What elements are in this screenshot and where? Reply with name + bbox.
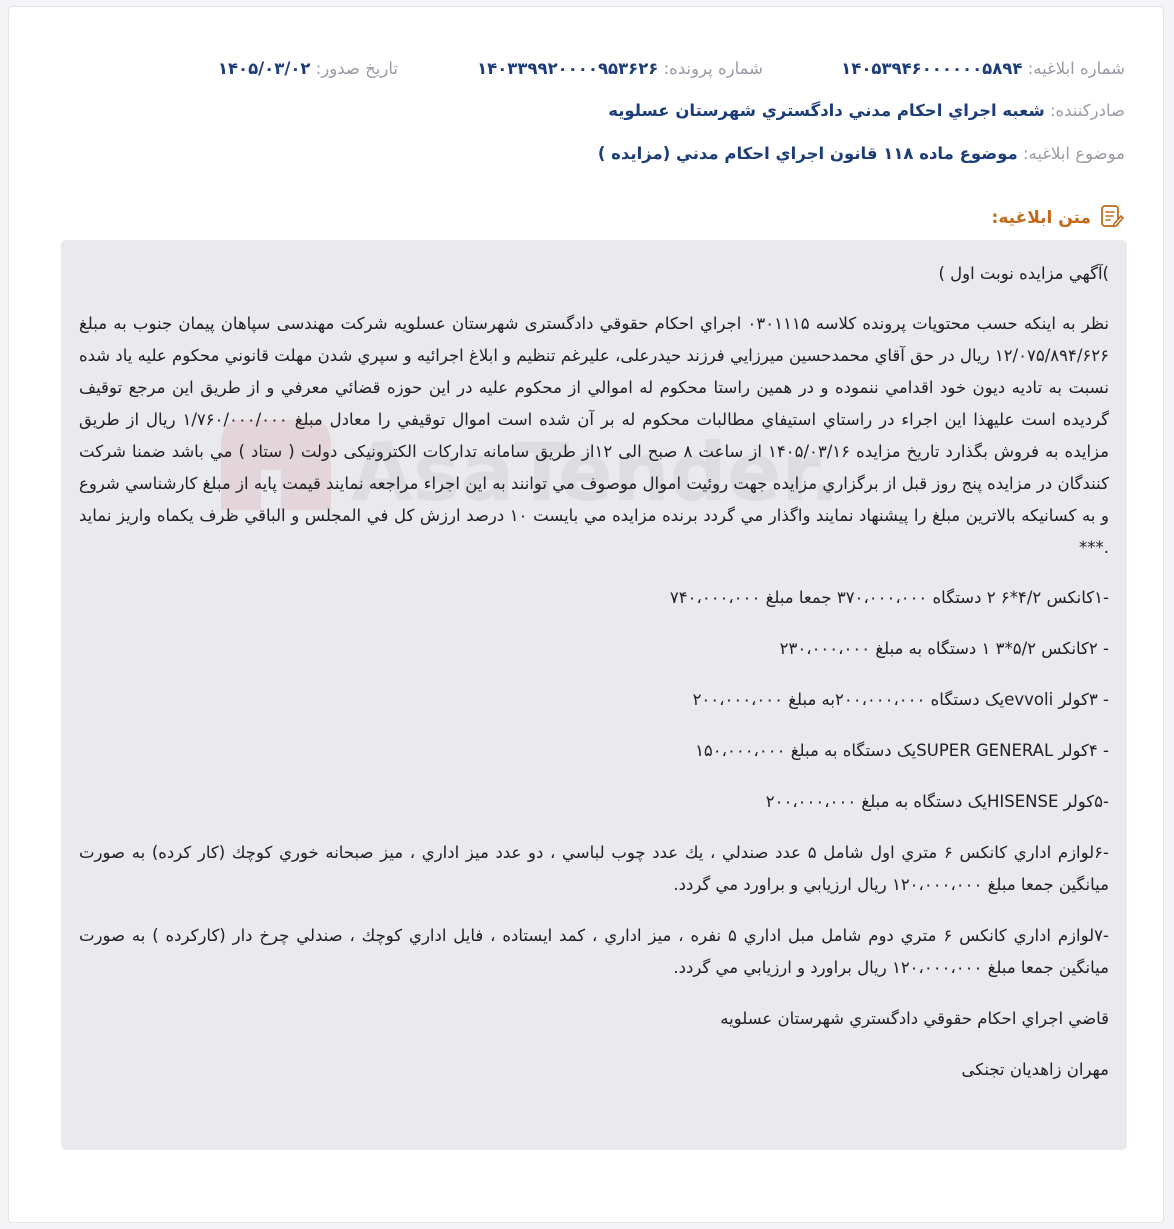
notice-main-paragraph: نظر به اينکه حسب محتويات پرونده کلاسه ۰۳۰۱۱۱۵ اجراي احکام حقوقي دادگستری شهرستان عسلویه شرکت مهندسی سپاهان پیمان جنوب به مبلغ ۱۲/۰۷۵/۸۹۴/۶۲۶ ریال در حق آقاي محمدحسين ميرزايي فرزند حيدرعلی، علیرغم تنظیم و ابلاغ اجرائیه و سپري شدن مهلت قانوني محکوم عليه ياد شده نسبت به تاديه ديون خود اقدامي ننموده و در همين راستا محکوم له اموالي از محکوم عليه در اين حوزه قضائي معرفي و از طريق اين مرجع توقيف گرديده است عليهذا اين اجراء در راستاي استيفاي مطالبات محکوم له بر آن شده است اموال توقيفي را معادل مبلغ ۱/۷۶۰/۰۰۰/۰۰۰ ريال از طريق مزايده به فروش بگذارد تاريخ مزايده ۱۴۰۵/۰۳/۱۶ از ساعت ۸ صبح الی ۱۲از طریق سامانه تدارکات الکترونیکی دولت ( ستاد ) مي باشد ضمنا شرکت کنندگان در مزايده پنج روز قبل از برگزاري مزايده جهت روئيت اموال موصوف مي توانند به اين اجراء مراجعه نمايند قيمت پايه از مبلغ کارشناسي شروع و به کسانيکه بالاترين مبلغ را پيشنهاد نمايند واگذار مي گردد برنده مزايده مي بايست ۱۰ درصد ارزش کل في المجلس و الباقي ظرف يکماه واريز نمايد .*** — [79, 314, 1110, 557]
case-number-value: ۱۴۰۳۳۹۹۲۰۰۰۰۹۵۳۶۲۶ — [477, 59, 659, 78]
meta-row-subject — [47, 144, 1125, 172]
notice-number-field — [841, 59, 1125, 78]
meta-row-numbers — [47, 59, 1125, 87]
signature-title: قاضي اجراي احکام حقوقي دادگستري شهرستان عسلويه — [720, 1009, 1109, 1028]
issue-date-value: ۱۴۰۵/۰۳/۰۲ — [217, 59, 311, 78]
list-item: -۷لوازم اداري كانكس ۶ متري دوم شامل مبل اداري ۵ نفره ، ميز اداري ، كمد ايستاده ، فايل اداري كوچك ، صندلي چرخ دار (كاركرده ) به صورت ميانگين جمعا مبلغ ۱۲۰،۰۰۰،۰۰۰ ريال براورد و ارزيابي مي گردد. — [79, 926, 1109, 977]
list-item: - ۴کولر SUPER GENERALیک دستگاه به مبلغ ۱۵۰،۰۰۰،۰۰۰ — [695, 741, 1109, 760]
list-item: -۶لوازم اداري کانکس ۶ متري اول شامل ۵ عدد صندلي ، يك عدد چوب لباسي ، دو عدد ميز اداري ، ميز صبحانه خوري كوچك (كار كرده) به صورت ميانگين جمعا مبلغ ۱۲۰،۰۰۰،۰۰۰ ريال ارزيابي و براورد مي گردد. — [79, 843, 1110, 894]
list-item: -۵کولر HISENSEیک دستگاه به مبلغ ۲۰۰،۰۰۰،۰۰۰ — [765, 792, 1109, 811]
subject-field — [598, 144, 1125, 163]
watermark-text: AsaTender. — [351, 426, 840, 519]
notice-content — [79, 258, 1109, 1105]
notice-heading: )آگهي مزايده نوبت اول ) — [938, 264, 1109, 283]
document-edit-icon — [1099, 203, 1125, 233]
section-title: متن ابلاغیه: — [991, 208, 1091, 228]
issue-date-label: تاریخ صدور: — [315, 59, 398, 78]
list-item: -۱کانکس ۴/۲*۶ ۲ دستگاه ۳۷۰،۰۰۰،۰۰۰ جمعا مبلغ ۷۴۰،۰۰۰،۰۰۰ — [669, 588, 1109, 607]
case-number-field — [477, 59, 763, 78]
section-heading — [992, 203, 1125, 233]
list-item: - ۲کانکس ۵/۲*۳ ۱ دستگاه به مبلغ ۲۳۰،۰۰۰،۰۰۰ — [779, 639, 1109, 658]
notice-text-box — [61, 240, 1127, 1150]
notice-number-label: شماره ابلاغیه: — [1027, 59, 1125, 78]
notice-page — [8, 6, 1164, 1223]
issuer-label: صادرکننده: — [1049, 101, 1125, 120]
subject-label: موضوع ابلاغیه: — [1022, 144, 1125, 163]
issuer-value: شعبه اجراي احکام مدني دادگستري شهرستان عسلويه — [608, 101, 1045, 120]
subject-value: موضوع ماده ۱۱۸ قانون اجراي احکام مدني (مزايده ) — [597, 144, 1018, 163]
issue-date-field — [218, 59, 398, 78]
signature-name: مهران زاهديان تجنکی — [961, 1060, 1109, 1079]
list-item: - ۳کولر evvoliیک دستگاه ۲۰۰،۰۰۰،۰۰۰به مبلغ ۲۰۰،۰۰۰،۰۰۰ — [692, 690, 1109, 709]
meta-row-issuer — [47, 101, 1125, 129]
case-number-label: شماره پرونده: — [663, 59, 763, 78]
notice-number-value: ۱۴۰۵۳۹۴۶۰۰۰۰۰۰۵۸۹۴ — [841, 59, 1023, 78]
issuer-field — [608, 101, 1125, 120]
